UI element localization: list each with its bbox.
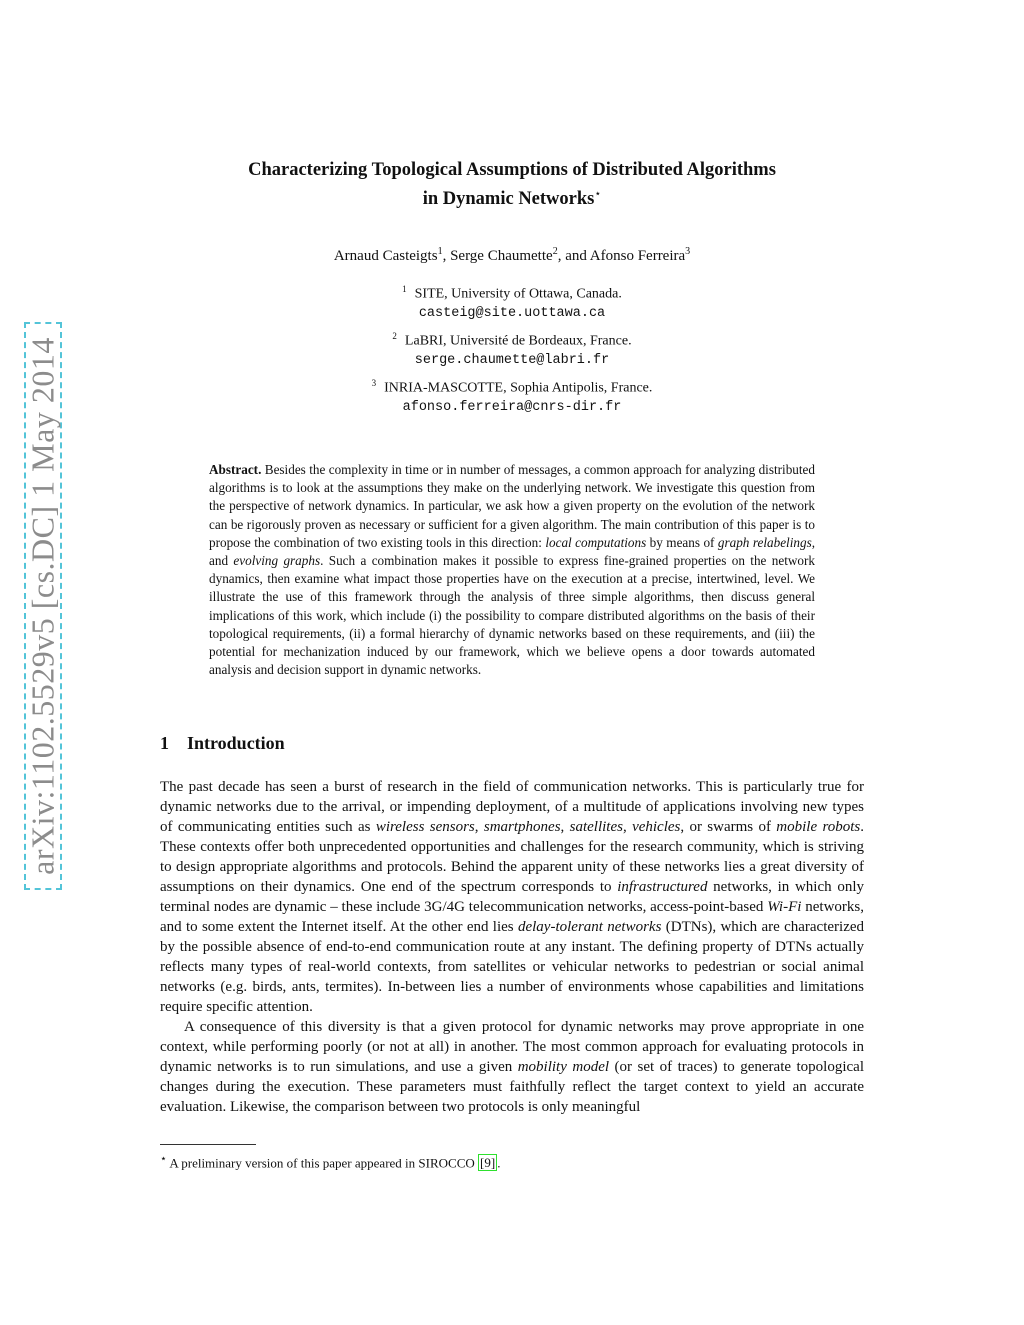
abstract-text: . Such a combination makes it possible to express fine-grained properties on the network dynamics, then examine what impact those properties have on the execution at a precise, intertwined, level. We illustrate the use of this framework through the analysis of three simple algorithms, then discuss general implications of this work, which include (i) the possibility to compare distributed algorithms on the basis of their topological requirements, (ii) a formal hierarchy of dynamic networks based on these requirements, and (iii) the potential for mechanization induced by our framework, which we believe opens a door towards automated analysis and decision support in dynamic networks. xyxy=(209,553,815,678)
paper-title xyxy=(160,158,864,211)
paragraph-text: (or set of traces) to generate topological changes during the execution. These parameters must faithfully reflect the target context to yield an accurate evaluation. Likewise, the comparison between two protocols is only meaningful xyxy=(160,1059,864,1115)
abstract-text: by means of xyxy=(646,534,718,550)
affiliation-number: 3 xyxy=(371,378,377,388)
footnote-text: A preliminary version of this paper appeared in SIROCCO xyxy=(166,1155,479,1171)
title-line-1: Characterizing Topological Assumptions of Distributed Algorithms xyxy=(248,160,776,180)
paragraph-emphasis: delay-tolerant networks xyxy=(517,919,662,935)
footnote-text: . xyxy=(497,1155,501,1171)
author-name: Afonso Ferreira xyxy=(589,248,686,264)
paragraph-emphasis: smartphones xyxy=(483,819,561,835)
affiliation-email: serge.chaumette@labri.fr xyxy=(414,352,610,368)
abstract-text: , and xyxy=(209,534,815,569)
abstract-emphasis: evolving graphs xyxy=(233,553,321,569)
author-list xyxy=(160,242,864,266)
paragraph-emphasis: satellites xyxy=(569,819,623,835)
paragraph-text: networks, and to some extent the Internet itself. At the other end lies xyxy=(160,899,864,935)
paragraph-emphasis: infrastructured xyxy=(617,879,708,895)
footnote xyxy=(160,1151,864,1171)
paragraph-emphasis: wireless sensors xyxy=(375,819,475,835)
author-affiliation-mark: 1 xyxy=(437,246,443,257)
affiliation-name: INRIA-MASCOTTE, Sophia Antipolis, France. xyxy=(384,380,653,396)
paragraph-text: networks, in which only terminal nodes are dynamic – these include 3G/4G telecommunication networks, access-point-based xyxy=(160,879,864,915)
affiliation-email: afonso.ferreira@cnrs-dir.fr xyxy=(402,399,622,415)
affiliation-name: LaBRI, Université de Bordeaux, France. xyxy=(404,333,632,349)
arxiv-identifier-text: arXiv:1102.5529v5 [cs.DC] 1 May 2014 xyxy=(24,337,61,875)
title-line-2: in Dynamic Networks xyxy=(422,189,595,210)
affiliation-number: 1 xyxy=(402,284,407,294)
abstract-label: Abstract. xyxy=(209,462,262,477)
paragraph-text: The past decade has seen a burst of research in the field of communication networks. This is particularly true for dynamic networks due to the arrival, or impending deployment, of a multitude of applications involving new types of communicating entities such as xyxy=(160,779,864,835)
affiliation-name: SITE, University of Ottawa, Canada. xyxy=(414,286,622,302)
arxiv-identifier-stamp xyxy=(24,322,62,890)
author-affiliation-mark: 3 xyxy=(685,246,691,257)
footnote-divider xyxy=(160,1144,256,1145)
paragraph-text: (DTNs), which are characterized by the possible absence of end-to-end communication route at any instant. The defining property of DTNs actually reflects many types of real-world contexts, from satellites or vehicular networks to pedestrian or social animal networks (e.g. birds, ants, termites). In-between lies a number of environments whose capabilities and limitations require specific attention. xyxy=(160,919,865,1015)
paragraph-emphasis: Wi-Fi xyxy=(767,899,802,915)
citation-link[interactable]: [9] xyxy=(480,1155,496,1171)
paragraph-emphasis: mobile robots xyxy=(776,819,861,835)
author-name: Arnaud Casteigts xyxy=(333,248,438,264)
affiliation xyxy=(160,280,864,323)
title-footnote-mark: ⋆ xyxy=(594,188,602,200)
affiliation xyxy=(160,327,864,370)
author-affiliation-mark: 2 xyxy=(552,246,558,257)
section-title: Introduction xyxy=(187,733,285,753)
paragraph xyxy=(160,1017,864,1117)
affiliation xyxy=(160,374,864,417)
paragraph-emphasis: mobility model xyxy=(517,1059,610,1075)
abstract-text: Besides the complexity in time or in number of messages, a common approach for analyzing distributed algorithms is to look at the assumptions they make on the underlying network. We investigate this question from the perspective of network dynamics. In particular, we ask how a given property on the evolution of the network can be rigorously proven as necessary or sufficient for a given algorithm. The main contribution of this paper is to propose the combination of two existing tools in this direction: xyxy=(209,462,815,550)
paragraph-text: , or swarms of xyxy=(680,819,777,835)
paragraph-text: , xyxy=(560,819,570,835)
abstract-emphasis: graph relabelings xyxy=(717,534,812,550)
paragraph-text: A consequence of this diversity is that a given protocol for dynamic networks may prove appropriate in one context, while performing poorly (or not at all) in another. The most common approach for evaluating protocols in dynamic networks is to run simulations, and use a given xyxy=(160,1019,864,1075)
author-separator: , and xyxy=(557,248,590,264)
paragraph-text: , xyxy=(474,819,484,835)
paragraph xyxy=(160,777,864,1017)
author-separator: , xyxy=(442,248,451,264)
footnote-mark: ⋆ xyxy=(160,1153,167,1165)
affiliation-number: 2 xyxy=(392,331,397,341)
body-text xyxy=(160,777,864,1117)
paragraph-text: , xyxy=(622,819,633,835)
abstract-emphasis: local computations xyxy=(545,534,647,550)
section-number: 1 xyxy=(160,733,169,753)
paragraph-text: . These contexts offer both unprecedented opportunities and challenges for the research community, which is striving to design appropriate algorithms and protocols. Behind the apparent unity of these networks lies a great diversity of assumptions on their dynamics. One end of the spectrum corresponds to xyxy=(160,819,864,895)
paragraph-emphasis: vehicles xyxy=(632,819,681,835)
affiliation-email: casteig@site.uottawa.ca xyxy=(418,305,606,321)
abstract xyxy=(209,461,815,679)
section-heading xyxy=(160,733,285,754)
author-name: Serge Chaumette xyxy=(450,248,553,264)
